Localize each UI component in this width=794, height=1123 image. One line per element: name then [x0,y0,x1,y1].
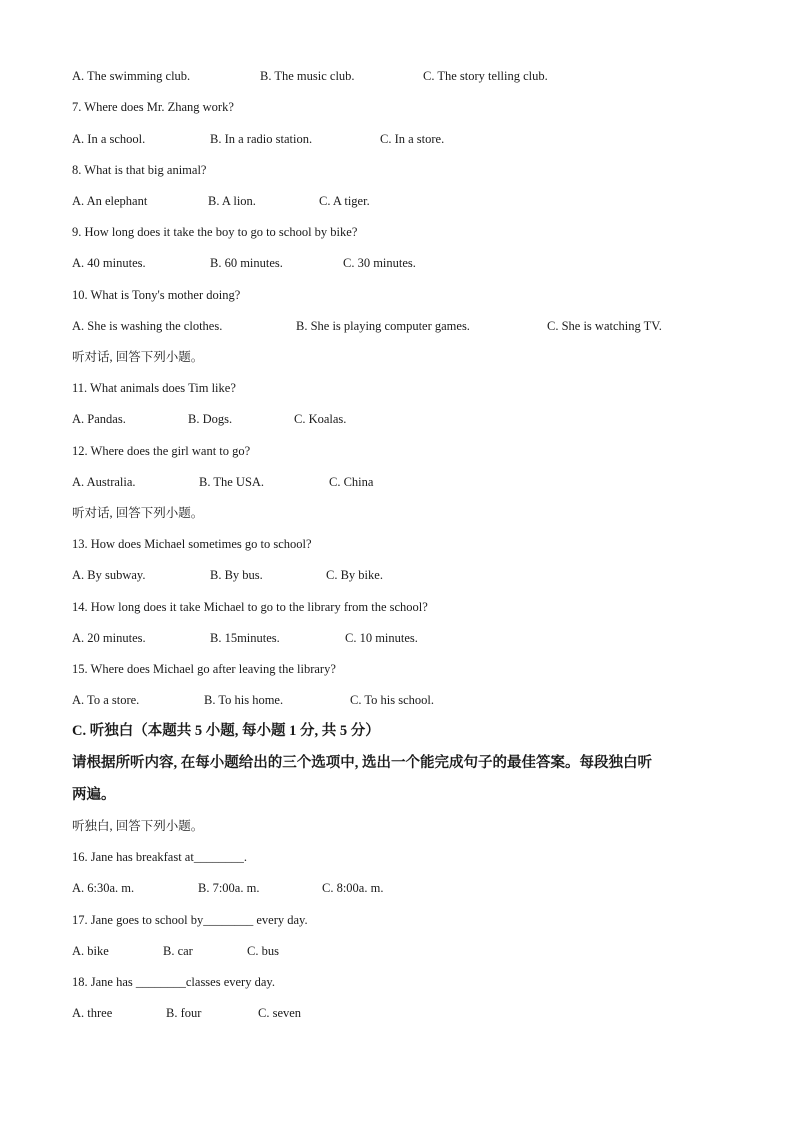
options-row-q8 [72,193,794,209]
options-row-q16 [72,880,794,896]
option-a: A. She is washing the clothes. [72,319,223,333]
question-12: 12. Where does the girl want to go? [72,444,251,458]
section-c-heading: C. 听独白（本题共 5 小题, 每小题 1 分, 共 5 分） [72,723,380,739]
question-16: 16. Jane has breakfast at________. [72,850,247,864]
option-a: A. three [72,1006,113,1020]
question-8: 8. What is that big animal? [72,163,207,177]
option-c: C. A tiger. [319,194,370,208]
options-row-q14 [72,630,794,646]
options-row-q15 [72,692,794,708]
option-b: B. four [166,1006,202,1020]
option-b: B. The USA. [199,475,265,489]
question-18: 18. Jane has ________classes every day. [72,975,275,989]
option-c: C. bus [247,944,279,958]
options-row-q18 [72,1005,794,1021]
question-14: 14. How long does it take Michael to go to the library from the school? [72,600,428,614]
options-row-q7 [72,131,794,147]
option-a: A. bike [72,944,109,958]
question-7: 7. Where does Mr. Zhang work? [72,100,234,114]
question-10: 10. What is Tony's mother doing? [72,288,241,302]
section-c-instruction: 请根据所听内容, 在每小题给出的三个选项中, 选出一个能完成句子的最佳答案。每段独白听 [72,755,652,771]
option-a: A. An elephant [72,194,148,208]
option-b: B. By bus. [210,568,263,582]
option-c: C. 30 minutes. [343,256,416,270]
option-c: C. China [329,475,374,489]
option-c: C. By bike. [326,568,383,582]
question-11: 11. What animals does Tim like? [72,381,236,395]
option-a: A. 40 minutes. [72,256,146,270]
option-b: B. 7:00a. m. [198,881,260,895]
option-b: B. To his home. [204,693,284,707]
option-c: C. The story telling club. [423,69,548,83]
section-c-instruction-cont: 两遍。 [72,787,116,803]
option-b: B. The music club. [260,69,355,83]
options-row-q11 [72,411,794,427]
option-a: A. 20 minutes. [72,631,146,645]
option-a: A. The swimming club. [72,69,191,83]
option-c: C. Koalas. [294,412,347,426]
option-a: A. Australia. [72,475,136,489]
option-c: C. 10 minutes. [345,631,418,645]
option-b: B. 15minutes. [210,631,280,645]
option-c: C. 8:00a. m. [322,881,384,895]
option-b: B. A lion. [208,194,256,208]
option-b: B. car [163,944,193,958]
option-a: A. Pandas. [72,412,126,426]
question-15: 15. Where does Michael go after leaving the library? [72,662,336,676]
option-c: C. In a store. [380,132,445,146]
question-9: 9. How long does it take the boy to go to school by bike? [72,225,358,239]
question-17: 17. Jane goes to school by________ every day. [72,913,308,927]
question-13: 13. How does Michael sometimes go to school? [72,537,312,551]
option-b: B. In a radio station. [210,132,313,146]
option-c: C. To his school. [350,693,434,707]
instruction-dialogue: 听对话, 回答下列小题。 [72,350,204,364]
option-a: A. By subway. [72,568,146,582]
options-row-q17 [72,943,794,959]
instruction-monologue: 听独白, 回答下列小题。 [72,819,204,833]
option-c: C. She is watching TV. [547,319,662,333]
option-b: B. She is playing computer games. [296,319,470,333]
options-row-q9 [72,255,794,271]
options-row-q10 [72,318,794,334]
option-a: A. To a store. [72,693,140,707]
option-b: B. 60 minutes. [210,256,283,270]
options-row-q13 [72,567,794,583]
option-a: A. 6:30a. m. [72,881,135,895]
option-a: A. In a school. [72,132,146,146]
option-c: C. seven [258,1006,302,1020]
instruction-dialogue: 听对话, 回答下列小题。 [72,506,204,520]
options-row-q12 [72,474,794,490]
option-b: B. Dogs. [188,412,233,426]
options-row-q6 [72,68,794,84]
